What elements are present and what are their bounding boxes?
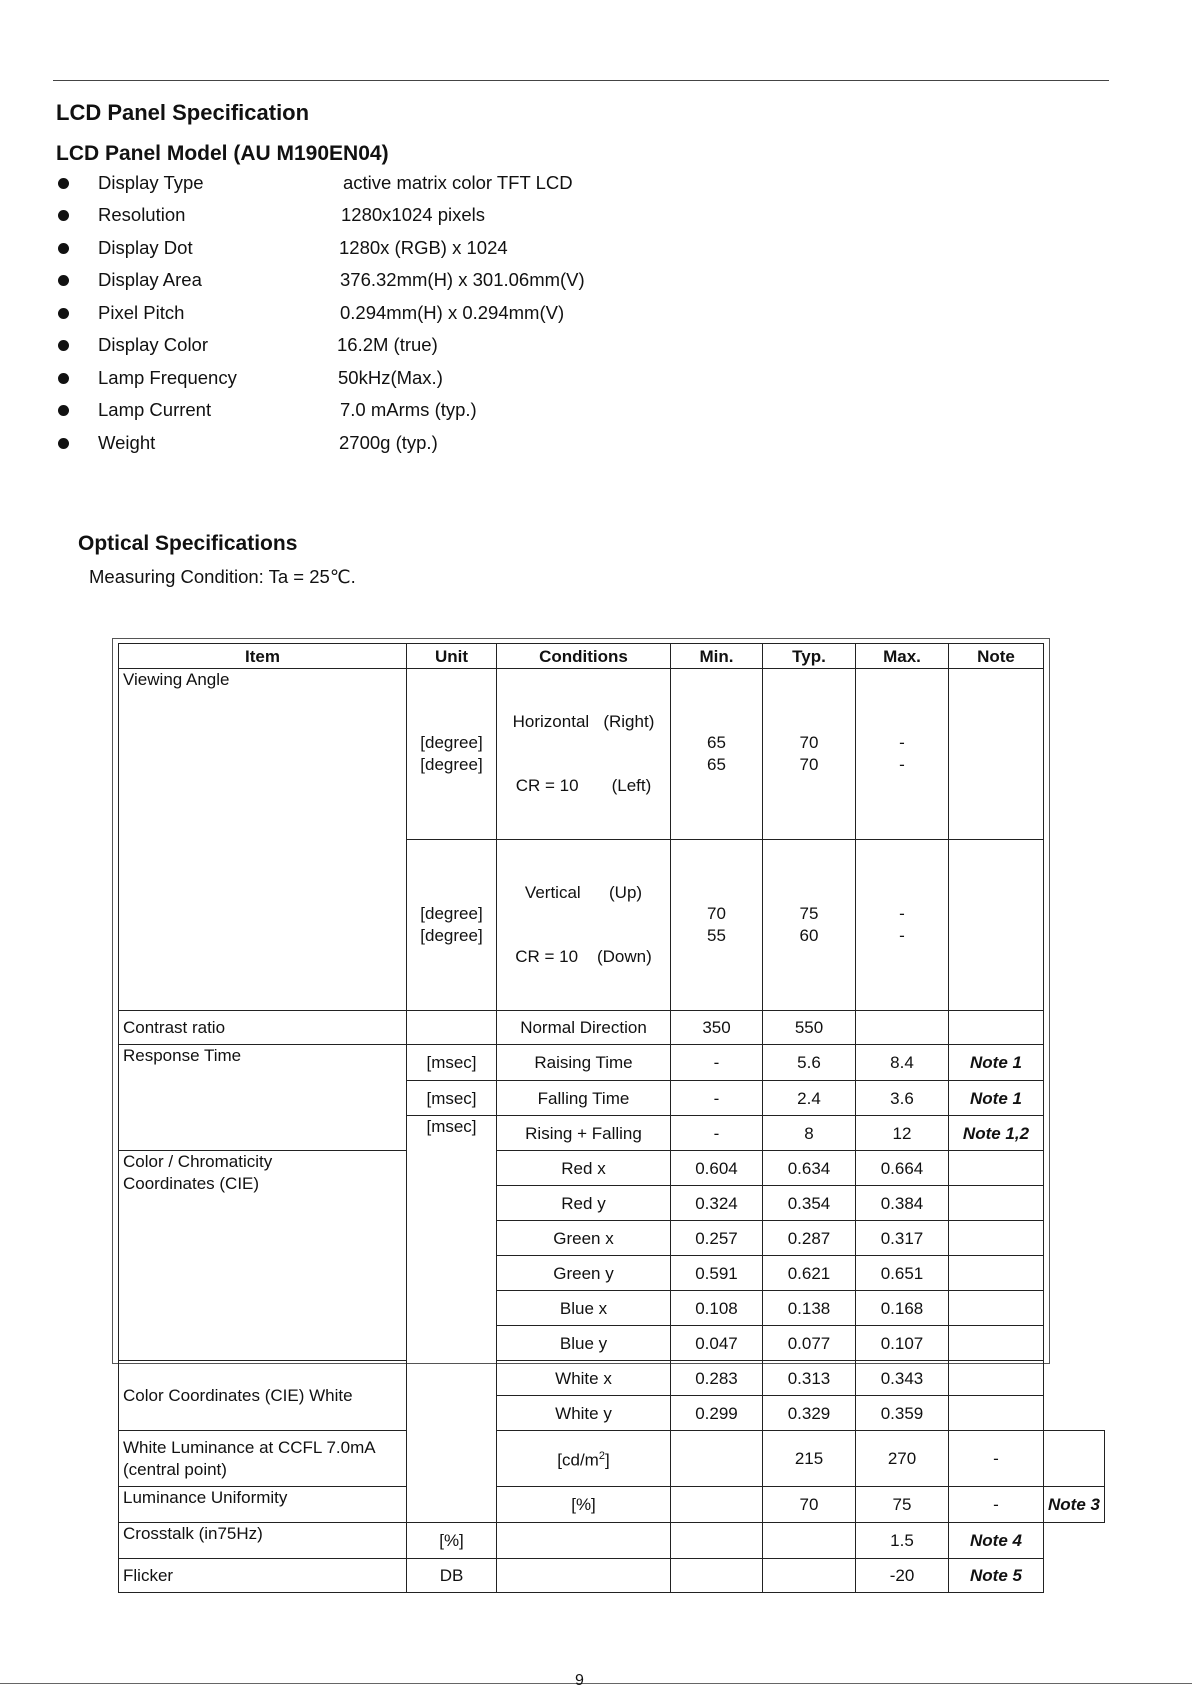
spec-value: 0.294mm(H) x 0.294mm(V) [340,302,565,323]
spec-label: Resolution [98,204,186,225]
typ-cell: 0.138 [763,1291,856,1326]
max-cell: 3.6 [856,1081,949,1116]
unit-cell [407,1011,497,1045]
unit-text: [degree] [420,733,483,752]
page-number: 9 [575,1672,584,1689]
page-title: LCD Panel Specification [56,100,310,125]
item-cell: Contrast ratio [119,1011,407,1045]
item-cell: Crosstalk (in75Hz) [119,1523,407,1559]
table-row [119,1523,1105,1559]
spec-item [56,367,756,393]
min-cell: 0.299 [671,1396,763,1431]
header-cell: Max. [856,644,949,669]
unit-superscript: 2 [598,1450,605,1463]
max-cell [856,669,949,840]
note-cell: Note 1 [949,1081,1044,1116]
optical-heading: Optical Specifications [78,532,298,555]
min-cell: 350 [671,1011,763,1045]
typ-cell: 0.621 [763,1256,856,1291]
table-row [119,1559,1105,1593]
bullet-icon [58,178,69,189]
typ-cell: 2.4 [763,1081,856,1116]
unit-cell: [msec] [407,1045,497,1081]
item-text: (central point) [123,1459,227,1479]
bullet-icon [58,308,69,319]
condition-cell: Falling Time [497,1081,671,1116]
unit-cell: [msec] [407,1116,497,1523]
max-cell: 1.5 [856,1523,949,1559]
min-cell [671,669,763,840]
item-cell [119,1431,407,1487]
note-cell [949,669,1044,840]
value-text: - [899,926,905,945]
table-row [119,669,1105,840]
measuring-condition: Measuring Condition: Ta = 25℃. [89,566,356,587]
item-cell [119,1151,407,1361]
max-cell: 8.4 [856,1045,949,1081]
condition-cell [497,840,671,1011]
bullet-icon [58,438,69,449]
value-text: 55 [707,926,726,945]
unit-cell [407,840,497,1011]
note-cell [949,1361,1044,1396]
unit-text: [degree] [420,755,483,774]
header-cell: Min. [671,644,763,669]
spec-label: Display Area [98,269,202,290]
optical-spec-table [118,643,1105,1593]
value-text: - [899,904,905,923]
typ-cell [763,669,856,840]
spec-label: Pixel Pitch [98,302,185,323]
unit-cell: [%] [497,1487,671,1523]
bullet-icon [58,275,69,286]
table-row [119,1431,1105,1487]
condition-cell: Blue x [497,1291,671,1326]
condition-cell: Green x [497,1221,671,1256]
note-cell: Note 3 [1044,1487,1105,1523]
min-cell [671,840,763,1011]
table-row [119,1011,1105,1045]
note-cell [1044,1431,1105,1487]
spec-value: active matrix color TFT LCD [343,172,573,193]
max-cell: 0.664 [856,1151,949,1186]
condition-cell: White x [497,1361,671,1396]
min-cell: 0.108 [671,1291,763,1326]
bullet-icon [58,405,69,416]
spec-item [56,172,756,198]
header-cell: Typ. [763,644,856,669]
note-cell: Note 1 [949,1045,1044,1081]
value-text: - [899,755,905,774]
value-text: 75 [799,904,819,923]
table-row [119,1487,1105,1523]
bullet-icon [58,373,69,384]
typ-cell [763,840,856,1011]
table-header-row [119,644,1105,669]
max-cell: - [949,1431,1044,1487]
spec-label: Lamp Frequency [98,367,237,388]
unit-text: [degree] [420,904,483,923]
min-cell: - [671,1045,763,1081]
note-cell: Note 1,2 [949,1116,1044,1151]
table-row [119,1045,1105,1081]
spec-label: Display Type [98,172,204,193]
note-cell [949,1011,1044,1045]
unit-cell: [msec] [407,1081,497,1116]
max-cell: 0.384 [856,1186,949,1221]
max-cell: 0.317 [856,1221,949,1256]
unit-cell: DB [407,1559,497,1593]
min-cell: 0.283 [671,1361,763,1396]
note-cell: Note 5 [949,1559,1044,1593]
note-cell [949,1151,1044,1186]
condition-cell: Rising + Falling [497,1116,671,1151]
spec-label: Weight [98,432,156,453]
typ-cell: 0.077 [763,1326,856,1361]
item-cell: Flicker [119,1559,407,1593]
spec-item [56,334,756,360]
condition-cell [671,1431,763,1487]
max-cell [856,1011,949,1045]
header-cell: Item [119,644,407,669]
max-cell: 0.359 [856,1396,949,1431]
condition-cell [671,1487,763,1523]
condition-cell [497,1523,671,1559]
spec-item [56,204,756,230]
typ-cell: 0.313 [763,1361,856,1396]
min-cell: 0.257 [671,1221,763,1256]
condition-cell: White y [497,1396,671,1431]
item-cell: Color Coordinates (CIE) White [119,1361,407,1431]
condition-text: Vertical (Up) [524,883,643,902]
note-cell [949,1256,1044,1291]
note-cell [949,1291,1044,1326]
typ-cell: 8 [763,1116,856,1151]
min-cell: 0.324 [671,1186,763,1221]
condition-text: CR = 10 (Down) [515,947,652,966]
spec-item [56,432,756,458]
table-row [119,1361,1105,1396]
max-cell: 12 [856,1116,949,1151]
condition-cell: Green y [497,1256,671,1291]
spec-value: 7.0 mArms (typ.) [340,399,477,420]
condition-text: Horizontal (Right) [512,712,655,731]
typ-cell: 0.354 [763,1186,856,1221]
spec-value: 2700g (typ.) [339,432,438,453]
item-cell: Viewing Angle [119,669,407,1011]
min-cell: 0.591 [671,1256,763,1291]
min-cell: 70 [763,1487,856,1523]
condition-cell: Raising Time [497,1045,671,1081]
value-text: - [899,733,905,752]
typ-cell: 5.6 [763,1045,856,1081]
spec-value: 1280x1024 pixels [341,204,485,225]
max-cell: 0.107 [856,1326,949,1361]
value-text: 60 [799,926,819,945]
model-heading: LCD Panel Model (AU M190EN04) [56,142,389,165]
min-cell: 215 [763,1431,856,1487]
min-cell: 0.047 [671,1326,763,1361]
spec-label: Display Dot [98,237,193,258]
typ-cell: 270 [856,1431,949,1487]
top-rule [53,80,1109,81]
unit-cell [407,669,497,840]
max-cell [856,840,949,1011]
item-text: Coordinates (CIE) [123,1174,260,1193]
bottom-rule [0,1683,1192,1684]
note-cell [949,1396,1044,1431]
value-text: 70 [707,904,726,923]
note-cell [949,1221,1044,1256]
min-cell [671,1559,763,1593]
spec-item [56,269,756,295]
min-cell: 0.604 [671,1151,763,1186]
typ-cell: 0.634 [763,1151,856,1186]
header-cell: Unit [407,644,497,669]
max-cell: - [949,1487,1044,1523]
spec-value: 50kHz(Max.) [338,367,443,388]
max-cell: -20 [856,1559,949,1593]
min-cell [671,1523,763,1559]
spec-label: Display Color [98,334,209,355]
value-text: 65 [707,733,726,752]
value-text: 65 [707,755,726,774]
spec-label: Lamp Current [98,399,212,420]
bullet-icon [58,210,69,221]
condition-cell: Red y [497,1186,671,1221]
unit-text: [degree] [420,926,483,945]
unit-text: ] [604,1450,610,1470]
max-cell: 0.343 [856,1361,949,1396]
spec-value: 1280x (RGB) x 1024 [339,237,508,258]
unit-cell [497,1431,671,1487]
typ-cell: 75 [856,1487,949,1523]
spec-item [56,399,756,425]
item-cell: Response Time [119,1045,407,1151]
note-cell [949,1326,1044,1361]
typ-cell [763,1559,856,1593]
unit-text: [cd/m [557,1450,599,1470]
condition-cell [497,669,671,840]
table-row [119,1151,1105,1186]
value-text: 70 [799,755,819,774]
value-text: 70 [799,733,819,752]
note-cell: Note 4 [949,1523,1044,1559]
typ-cell: 0.329 [763,1396,856,1431]
min-cell: - [671,1116,763,1151]
unit-cell: [%] [407,1523,497,1559]
header-cell: Note [949,644,1044,669]
condition-cell: Normal Direction [497,1011,671,1045]
note-cell [949,840,1044,1011]
item-text: White Luminance at CCFL 7.0mA [123,1437,376,1457]
item-text: Color / Chromaticity [123,1152,273,1171]
condition-text: CR = 10 (Left) [515,776,652,795]
condition-cell: Blue y [497,1326,671,1361]
header-cell: Conditions [497,644,671,669]
min-cell: - [671,1081,763,1116]
max-cell: 0.168 [856,1291,949,1326]
bullet-icon [58,243,69,254]
condition-cell [497,1559,671,1593]
spec-value: 376.32mm(H) x 301.06mm(V) [340,269,585,290]
note-cell [949,1186,1044,1221]
item-cell: Luminance Uniformity [119,1487,407,1523]
typ-cell: 550 [763,1011,856,1045]
bullet-icon [58,340,69,351]
spec-item [56,302,756,328]
condition-cell: Red x [497,1151,671,1186]
typ-cell: 0.287 [763,1221,856,1256]
spec-item [56,237,756,263]
max-cell: 0.651 [856,1256,949,1291]
typ-cell [763,1523,856,1559]
spec-value: 16.2M (true) [337,334,438,355]
